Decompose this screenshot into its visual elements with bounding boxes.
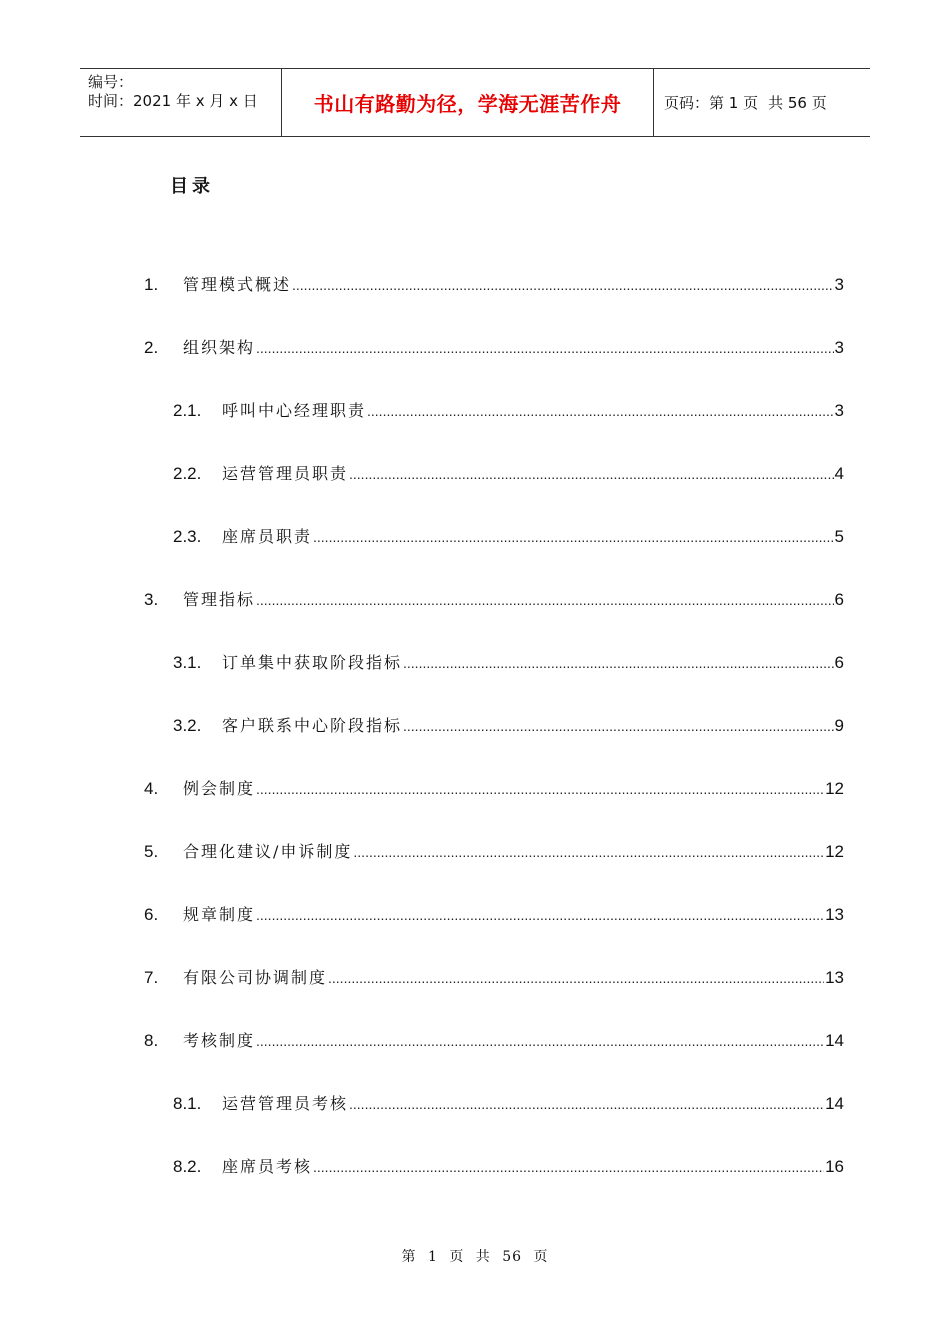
toc-title: 目录 xyxy=(170,176,214,197)
toc-page-number: 13 xyxy=(825,905,844,924)
document-header xyxy=(80,68,870,137)
toc-label: 合理化建议/申诉制度 xyxy=(183,842,353,861)
toc-entry[interactable] xyxy=(144,587,844,611)
toc-label: 运营管理员职责 xyxy=(222,464,349,483)
toc-page-number: 14 xyxy=(825,1094,844,1113)
toc-entry[interactable] xyxy=(173,1154,844,1178)
toc-page-number: 9 xyxy=(834,716,844,735)
toc-page-number: 14 xyxy=(825,1031,844,1050)
toc-number: 4. xyxy=(144,779,159,798)
toc-entry[interactable] xyxy=(144,965,844,989)
toc-label: 管理指标 xyxy=(183,590,256,609)
toc-label: 客户联系中心阶段指标 xyxy=(222,716,403,735)
toc-page-number: 6 xyxy=(834,590,844,609)
toc-label: 订单集中获取阶段指标 xyxy=(222,653,403,672)
toc-entry[interactable] xyxy=(173,713,844,737)
toc-leader-dots xyxy=(256,1033,824,1049)
toc-page-number: 16 xyxy=(825,1157,844,1176)
serial-label: 编号： xyxy=(88,73,134,91)
toc-page-number: 5 xyxy=(834,527,844,546)
toc-label: 有限公司协调制度 xyxy=(183,968,328,987)
toc-number: 3.1. xyxy=(173,653,202,672)
toc-leader-dots xyxy=(256,907,824,923)
toc-label: 座席员职责 xyxy=(222,527,313,546)
toc-leader-dots xyxy=(292,277,834,293)
toc-entry[interactable] xyxy=(173,524,844,548)
toc-number: 2.2. xyxy=(173,464,202,483)
toc-page-number: 6 xyxy=(834,653,844,672)
footer-total-pages: 56 xyxy=(502,1249,523,1265)
toc-number: 8. xyxy=(144,1031,159,1050)
toc-leader-dots xyxy=(349,1096,824,1112)
toc-label: 考核制度 xyxy=(183,1031,256,1050)
toc-entry[interactable] xyxy=(144,902,844,926)
total-pages-label: 共 56 页 xyxy=(768,94,827,112)
toc-leader-dots xyxy=(349,466,834,482)
toc-leader-dots xyxy=(328,970,824,986)
toc-page-number: 3 xyxy=(834,338,844,357)
toc-number: 2.3. xyxy=(173,527,202,546)
toc-number: 5. xyxy=(144,842,159,861)
toc-page-number: 3 xyxy=(834,401,844,420)
toc-leader-dots xyxy=(403,718,834,734)
page-code-label: 页码：第 1 页 xyxy=(664,94,759,112)
toc-number: 2. xyxy=(144,338,159,357)
toc-page-number: 12 xyxy=(825,842,844,861)
footer-prefix: 第 xyxy=(401,1249,417,1265)
toc-leader-dots xyxy=(353,844,824,860)
toc-entry[interactable] xyxy=(144,335,844,359)
toc-label: 管理模式概述 xyxy=(183,275,292,294)
date-label: 时间：2021 年 x 月 x 日 xyxy=(88,92,258,110)
toc-number: 6. xyxy=(144,905,159,924)
footer-total-unit: 页 xyxy=(533,1249,549,1265)
toc-entry[interactable] xyxy=(144,839,844,863)
toc-page-number: 12 xyxy=(825,779,844,798)
toc-leader-dots xyxy=(367,403,834,419)
toc-label: 呼叫中心经理职责 xyxy=(222,401,367,420)
footer-page-number: 1 xyxy=(427,1249,438,1265)
toc-entry[interactable] xyxy=(173,650,844,674)
toc-number: 3.2. xyxy=(173,716,202,735)
toc-number: 7. xyxy=(144,968,159,987)
toc-leader-dots xyxy=(313,529,834,545)
header-info-cell xyxy=(80,69,282,136)
footer-page-unit: 页 xyxy=(449,1249,465,1265)
toc-label: 座席员考核 xyxy=(222,1157,313,1176)
header-motto: 书山有路勤为径，学海无涯苦作舟 xyxy=(282,69,654,136)
toc-label: 运营管理员考核 xyxy=(222,1094,349,1113)
toc-leader-dots xyxy=(256,592,834,608)
header-page-code xyxy=(654,69,870,136)
toc-leader-dots xyxy=(403,655,834,671)
toc-number: 8.1. xyxy=(173,1094,202,1113)
toc-number: 2.1. xyxy=(173,401,202,420)
toc-page-number: 4 xyxy=(834,464,844,483)
toc-label: 例会制度 xyxy=(183,779,256,798)
toc-label: 规章制度 xyxy=(183,905,256,924)
toc-entry[interactable] xyxy=(144,1028,844,1052)
toc-entry[interactable] xyxy=(144,272,844,296)
toc-leader-dots xyxy=(313,1159,824,1175)
toc-leader-dots xyxy=(256,340,834,356)
toc-entry[interactable] xyxy=(173,461,844,485)
toc-number: 8.2. xyxy=(173,1157,202,1176)
toc-entry[interactable] xyxy=(173,1091,844,1115)
footer-total-prefix: 共 xyxy=(475,1249,491,1265)
toc-leader-dots xyxy=(256,781,824,797)
toc-number: 3. xyxy=(144,590,159,609)
toc-label: 组织架构 xyxy=(183,338,256,357)
toc-entry[interactable] xyxy=(173,398,844,422)
toc-number: 1. xyxy=(144,275,159,294)
page-footer xyxy=(0,1246,950,1266)
toc-page-number: 3 xyxy=(834,275,844,294)
toc-entry[interactable] xyxy=(144,776,844,800)
toc-page-number: 13 xyxy=(825,968,844,987)
